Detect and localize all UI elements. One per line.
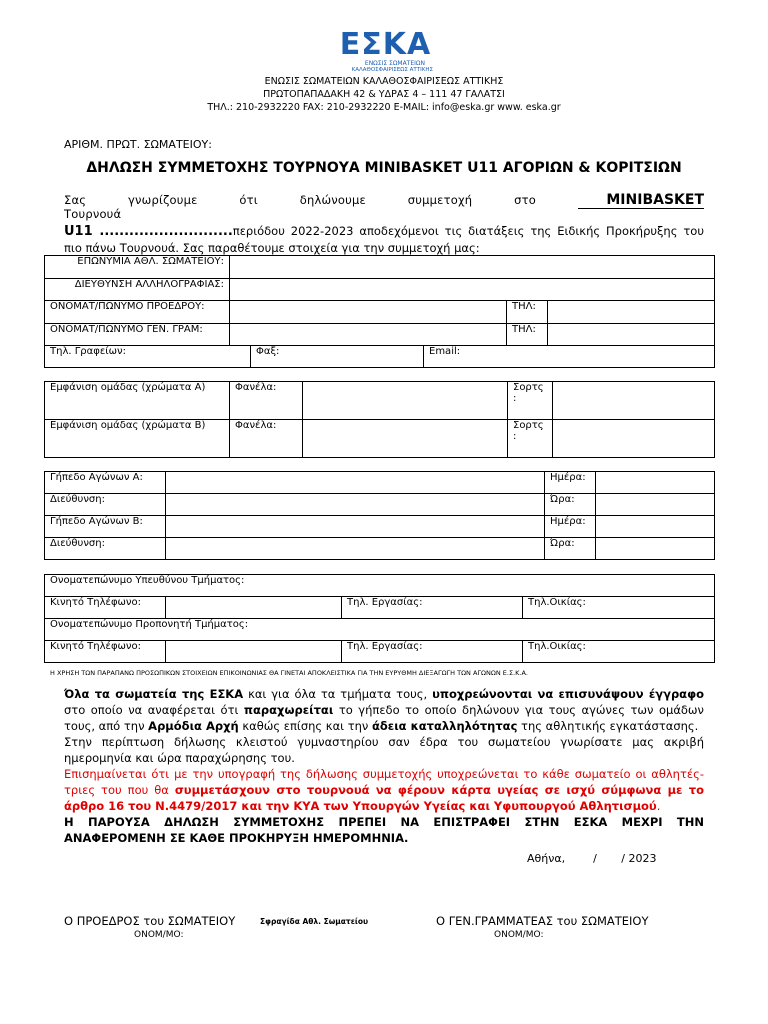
staff-table (44, 574, 715, 663)
venue-a-time-label: Ώρα: (545, 494, 596, 516)
intro-line-2: περιόδου 2022-2023 αποδεχόμενοι τις διατάξεις της Ειδικής Προκήρυξης του πιο πάνω Τουρνουά. Σας παραθέτουμε στοιχεία για την συμμετοχή μας: (64, 224, 705, 255)
club-name-field[interactable] (230, 256, 715, 279)
team-kit-table (44, 381, 715, 458)
venue-a-field[interactable] (166, 472, 545, 494)
coach-work-tel[interactable]: Τηλ. Εργασίας: (342, 641, 523, 663)
kit-a-shirt-label: Φανέλα: (230, 382, 303, 420)
coach-home-tel[interactable]: Τηλ.Οικίας: (523, 641, 715, 663)
note-paragraph-1 (64, 686, 704, 734)
date-line: Αθήνα, / / 2023 (527, 852, 657, 865)
venue-b-address-label: Διεύθυνση: (45, 538, 166, 560)
note-1c: υποχρεώνονται να επισυνάψουν έγγραφο (432, 687, 704, 701)
note-1i: άδεια καταλληλότητας (372, 719, 518, 733)
manager-mobile-label: Κινητό Τηλέφωνο: (45, 597, 166, 619)
note-3b: συμμετάσχουν στο τουρνουά να φέρουν κάρτα υγείας σε ισχύ σύμφωνα με το άρθρο 16 του Ν.4479/2017 και την ΚΥΑ των Υπουργών Υγείας και Υφυπουργού Αθλητισμού (64, 783, 705, 813)
venue-b-field[interactable] (166, 516, 545, 538)
eska-logo (338, 27, 433, 76)
intro-u11: U11 ........................... (64, 224, 233, 239)
kit-a-shorts-label (508, 382, 553, 420)
secretary-name-line: ΟΝΟΜ/ΜΟ: (494, 930, 544, 940)
logo-sub-2: ΚΑΛΑΘΟΣΦΑΙΡΙΣΕΩΣ ΑΤΤΙΚΗΣ (351, 67, 433, 73)
venue-a-address-field[interactable] (166, 494, 545, 516)
kit-b-label: Εμφάνιση ομάδας (χρώματα Β) (45, 420, 230, 458)
coach-mobile-label: Κινητό Τηλέφωνο: (45, 641, 166, 663)
note-1e: παραχωρείται (243, 703, 334, 717)
venue-a-day-field[interactable] (596, 472, 715, 494)
note-1a: Όλα τα σωματεία της (64, 687, 210, 701)
notes-block (64, 686, 704, 846)
privacy-note: Η ΧΡΗΣΗ ΤΩΝ ΠΑΡΑΠΑΝΩ ΠΡΟΣΩΠΙΚΩΝ ΣΤΟΙΧΕΙΩΝ ΕΠΙΚΟΙΝΩΝΙΑΣ ΘΑ ΓΙΝΕΤΑΙ ΑΠΟΚΛΕΙΣΤΙΚΑ ΓΙΑ ΤΗΝ ΕΥΡΥΘΜΗ ΔΙΕΞΑΓΩΓΗ ΤΩΝ ΑΓΩΝΩΝ Ε.Σ.Κ.Α. (50, 669, 528, 677)
venue-a-day-label: Ημέρα: (545, 472, 596, 494)
venue-b-day-field[interactable] (596, 516, 715, 538)
kit-b-shorts-text: Σορτς (513, 420, 544, 431)
president-name-label: ΟΝΟΜΑΤ/ΠΩΝΥΜΟ ΠΡΟΕΔΡΟΥ: (45, 301, 230, 324)
kit-a-label: Εμφάνιση ομάδας (χρώματα Α) (45, 382, 230, 420)
kit-a-shorts-field[interactable] (553, 382, 715, 420)
secretary-tel-label: ΤΗΛ: (507, 324, 548, 346)
venue-b-time-label: Ώρα: (545, 538, 596, 560)
logo-wordmark: ΕΣΚΑ (339, 27, 432, 62)
secretary-name-field[interactable] (230, 324, 507, 346)
venue-a-address-label: Διεύθυνση: (45, 494, 166, 516)
president-tel-field[interactable] (548, 301, 715, 324)
venue-b-address-field[interactable] (166, 538, 545, 560)
note-paragraph-2: Στην περίπτωση δήλωσης κλειστού γυμναστηρίου σαν έδρα του σωματείου γνωρίσατε μας ακριβή ημερομηνία και ώρα παραχώρησης του. (64, 735, 704, 765)
page-title: ΔΗΛΩΣΗ ΣΥΜΜΕΤΟΧΗΣ ΤΟΥΡΝΟΥΑ MINIBASKET U11 ΑΓΟΡΙΩΝ & ΚΟΡΙΤΣΙΩΝ (86, 160, 682, 176)
postal-address-label: ΔΙΕΥΘΥΝΣΗ ΑΛΛΗΛΟΓΡΑΦΙΑΣ: (45, 279, 230, 301)
fax-label[interactable]: Φαξ: (251, 346, 424, 368)
intro-tournament: MINIBASKET (578, 192, 704, 209)
venue-b-day-label: Ημέρα: (545, 516, 596, 538)
venue-b-label: Γήπεδο Αγώνων Β: (45, 516, 166, 538)
kit-b-shorts-field[interactable] (553, 420, 715, 458)
kit-a-shorts-text: Σορτς (513, 382, 544, 393)
president-name-line: ΟΝΟΜ/ΜΟ: (134, 930, 184, 940)
kit-b-shirt-label: Φανέλα: (230, 420, 303, 458)
kit-b-shirt-field[interactable] (303, 420, 508, 458)
note-1b: και για όλα τα τμήματα τους, (243, 687, 433, 701)
venue-b-time-field[interactable] (596, 538, 715, 560)
org-contact: ΤΗΛ.: 210-2932220 FAX: 210-2932220 E-MAIL: info@eska.gr www. eska.gr (207, 102, 561, 113)
club-contact-table (44, 345, 715, 368)
postal-address-field[interactable] (230, 279, 715, 301)
kit-a-shirt-field[interactable] (303, 382, 508, 420)
venue-a-time-field[interactable] (596, 494, 715, 516)
org-name: ΕΝΩΣΙΣ ΣΩΜΑΤΕΙΩΝ ΚΑΛΑΘΟΣΦΑΙΡΙΣΕΩΣ ΑΤΤΙΚΗΣ (264, 76, 504, 87)
seal-label: Σφραγίδα Αθλ. Σωματείου (260, 917, 369, 926)
secretary-name-label: ΟΝΟΜΑΤ/ΠΩΝΥΜΟ ΓΕΝ. ΓΡΑΜ: (45, 324, 230, 346)
note-1f: το γήπεδο το οποίο δηλώνουν για τους αγώνες των ομάδων τους, από την (64, 703, 704, 733)
note-1j: της αθλητικής εγκατάστασης. (517, 719, 699, 733)
president-tel-label: ΤΗΛ: (507, 301, 548, 324)
manager-mobile-field[interactable] (166, 597, 342, 619)
kit-b-shorts-colon: : (513, 431, 517, 442)
note-1g: Αρμόδια Αρχή (148, 719, 239, 733)
venue-table (44, 471, 715, 560)
note-1h: καθώς επίσης και την (238, 719, 372, 733)
club-info-table (44, 255, 715, 346)
manager-home-tel[interactable]: Τηλ.Οικίας: (523, 597, 715, 619)
protocol-number-label: ΑΡΙΘΜ. ΠΡΩΤ. ΣΩΜΑΤΕΙΟΥ: (64, 138, 212, 151)
logo-sub-1: ΕΝΩΣΙΣ ΣΩΜΑΤΕΙΩΝ (364, 60, 425, 67)
note-3c: . (656, 799, 661, 813)
secretary-signature-label: Ο ΓΕΝ.ΓΡΑΜΜΑΤΕΑΣ του ΣΩΜΑΤΕΙΟΥ (436, 914, 649, 928)
venue-a-label: Γήπεδο Αγώνων Α: (45, 472, 166, 494)
president-signature-label: Ο ΠΡΟΕΔΡΟΣ του ΣΩΜΑΤΕΙΟΥ (64, 914, 236, 928)
president-name-field[interactable] (230, 301, 507, 324)
kit-a-shorts-colon: : (513, 393, 517, 404)
coach-name-label[interactable]: Ονοματεπώνυμο Προπονητή Τμήματος: (45, 619, 715, 641)
intro-text (64, 192, 704, 257)
note-1d: στο οποίο να αναφέρεται ότι (64, 703, 244, 717)
note-3a: Επισημαίνεται ότι με την υπογραφή της δήλωσης συμμετοχής υποχρεώνεται το κάθε σωματείο οι αθλητές-τριες του που θα (64, 767, 704, 797)
club-name-label: ΕΠΩΝΥΜΙΑ ΑΘΛ. ΣΩΜΑΤΕΙΟΥ: (45, 256, 230, 279)
secretary-tel-field[interactable] (548, 324, 715, 346)
coach-mobile-field[interactable] (166, 641, 342, 663)
org-address: ΠΡΩΤΟΠΑΠΑΔΑΚΗ 42 & ΥΔΡΑΣ 4 – 111 47 ΓΑΛΑΤΣΙ (263, 89, 505, 100)
manager-name-label[interactable]: Ονοματεπώνυμο Υπευθύνου Τμήματος: (45, 575, 715, 597)
note-1-eska: ΕΣΚΑ (209, 687, 244, 701)
manager-work-tel[interactable]: Τηλ. Εργασίας: (342, 597, 523, 619)
kit-b-shorts-label (508, 420, 553, 458)
note-paragraph-4: Η ΠΑΡΟΥΣΑ ΔΗΛΩΣΗ ΣΥΜΜΕΤΟΧΗΣ ΠΡΕΠΕΙ ΝΑ ΕΠΙΣΤΡΑΦΕΙ ΣΤΗΝ ΕΣΚΑ ΜΕΧΡΙ ΤΗΝ ΑΝΑΦΕΡΟΜΕΝΗ ΣΕ ΚΑΘΕ ΠΡΟΚΗΡΥΞΗ ΗΜΕΡΟΜΗΝΙΑ. (64, 815, 704, 845)
email-label[interactable]: Email: (424, 346, 715, 368)
intro-line-1: Σας γνωρίζουμε ότι δηλώνουμε συμμετοχή στο Τουρνουά (64, 193, 536, 221)
note-paragraph-3 (64, 766, 704, 814)
office-tel-label[interactable]: Τηλ. Γραφείων: (45, 346, 251, 368)
